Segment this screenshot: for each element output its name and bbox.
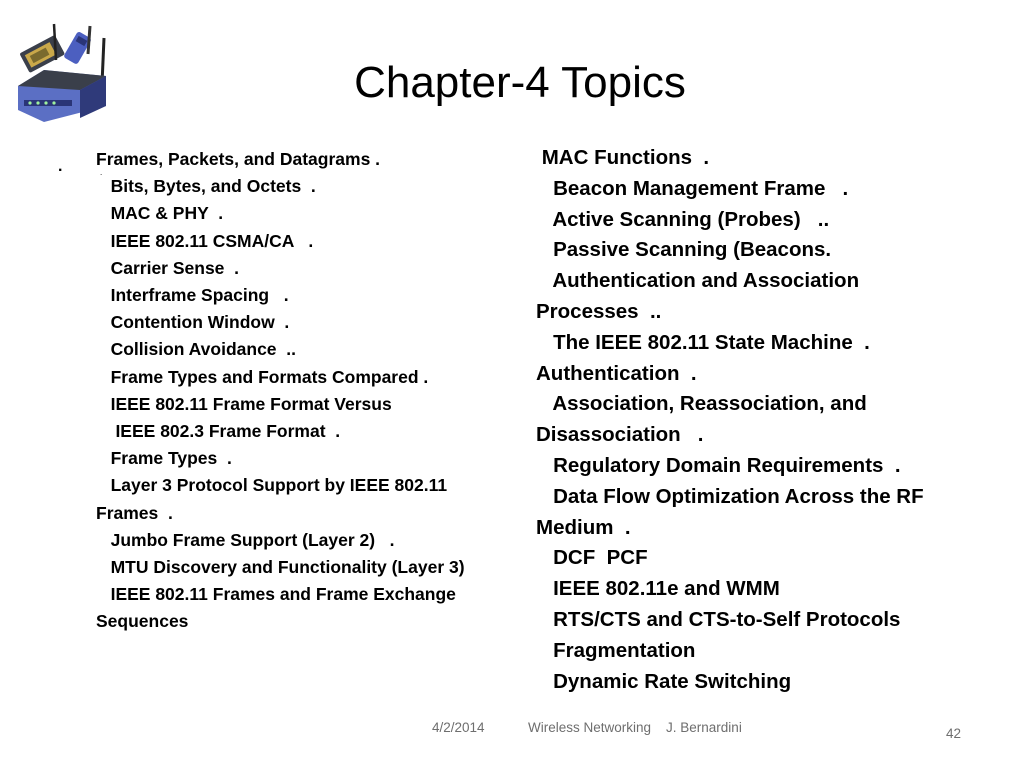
list-item: IEEE 802.11e and WMM	[536, 577, 780, 601]
list-item: Frame Types .	[96, 448, 232, 469]
list-item: Carrier Sense .	[96, 257, 239, 278]
list-item: Collision Avoidance ..	[96, 339, 296, 360]
list-item: Authentication .	[536, 361, 697, 385]
list-item: RTS/CTS and CTS-to-Self Protocols	[536, 607, 901, 631]
left-topic-list	[96, 146, 516, 636]
list-item: Layer 3 Protocol Support by IEEE 802.11	[96, 475, 448, 496]
list-item: MTU Discovery and Functionality (Layer 3)	[96, 557, 465, 578]
list-item: Frames .	[96, 502, 173, 523]
footer-date: 4/2/2014	[432, 720, 485, 735]
list-item: IEEE 802.3 Frame Format .	[96, 421, 341, 442]
slide-number: 42	[946, 726, 962, 741]
list-item: MAC Functions .	[536, 146, 710, 169]
list-item: Jumbo Frame Support (Layer 2) .	[96, 529, 395, 550]
list-item: IEEE 802.11 Frame Format Versus	[96, 393, 392, 414]
list-item: Passive Scanning (Beacons.	[536, 238, 832, 262]
list-item: Sequences	[96, 611, 189, 632]
list-item: Beacon Management Frame .	[536, 176, 849, 200]
list-item: IEEE 802.11 CSMA/CA .	[96, 230, 314, 251]
list-item: Fragmentation	[536, 638, 696, 662]
list-item: IEEE 802.11 Frames and Frame Exchange	[96, 584, 456, 605]
list-item: Disassociation .	[536, 423, 704, 447]
list-item: Dynamic Rate Switching	[536, 669, 792, 693]
list-item: Interframe Spacing .	[96, 285, 289, 306]
list-item: Contention Window .	[96, 312, 290, 333]
slide-title: Chapter-4 Topics	[354, 58, 686, 107]
left-bullet: .	[58, 158, 63, 175]
list-item: Frame Types and Formats Compared .	[96, 366, 429, 387]
list-item: Frames, Packets, and Datagrams .	[96, 149, 381, 169]
list-item: Medium .	[536, 515, 631, 539]
list-item: Authentication and Association	[536, 269, 860, 293]
list-item: MAC & PHY .	[96, 203, 224, 224]
right-topic-list	[536, 143, 976, 697]
left-subbullet: .	[100, 168, 103, 177]
footer-text: Wireless Networking J. Bernardini	[528, 720, 742, 735]
list-item: Processes ..	[536, 299, 662, 323]
list-item: Regulatory Domain Requirements .	[536, 453, 901, 477]
list-item: Active Scanning (Probes) ..	[536, 207, 830, 231]
list-item: The IEEE 802.11 State Machine .	[536, 330, 870, 354]
list-item: Data Flow Optimization Across the RF	[536, 484, 924, 508]
list-item: Bits, Bytes, and Octets .	[96, 176, 316, 197]
list-item: DCF PCF	[536, 546, 648, 570]
wireless-router-icon	[14, 14, 114, 126]
list-item: Association, Reassociation, and	[536, 392, 867, 416]
